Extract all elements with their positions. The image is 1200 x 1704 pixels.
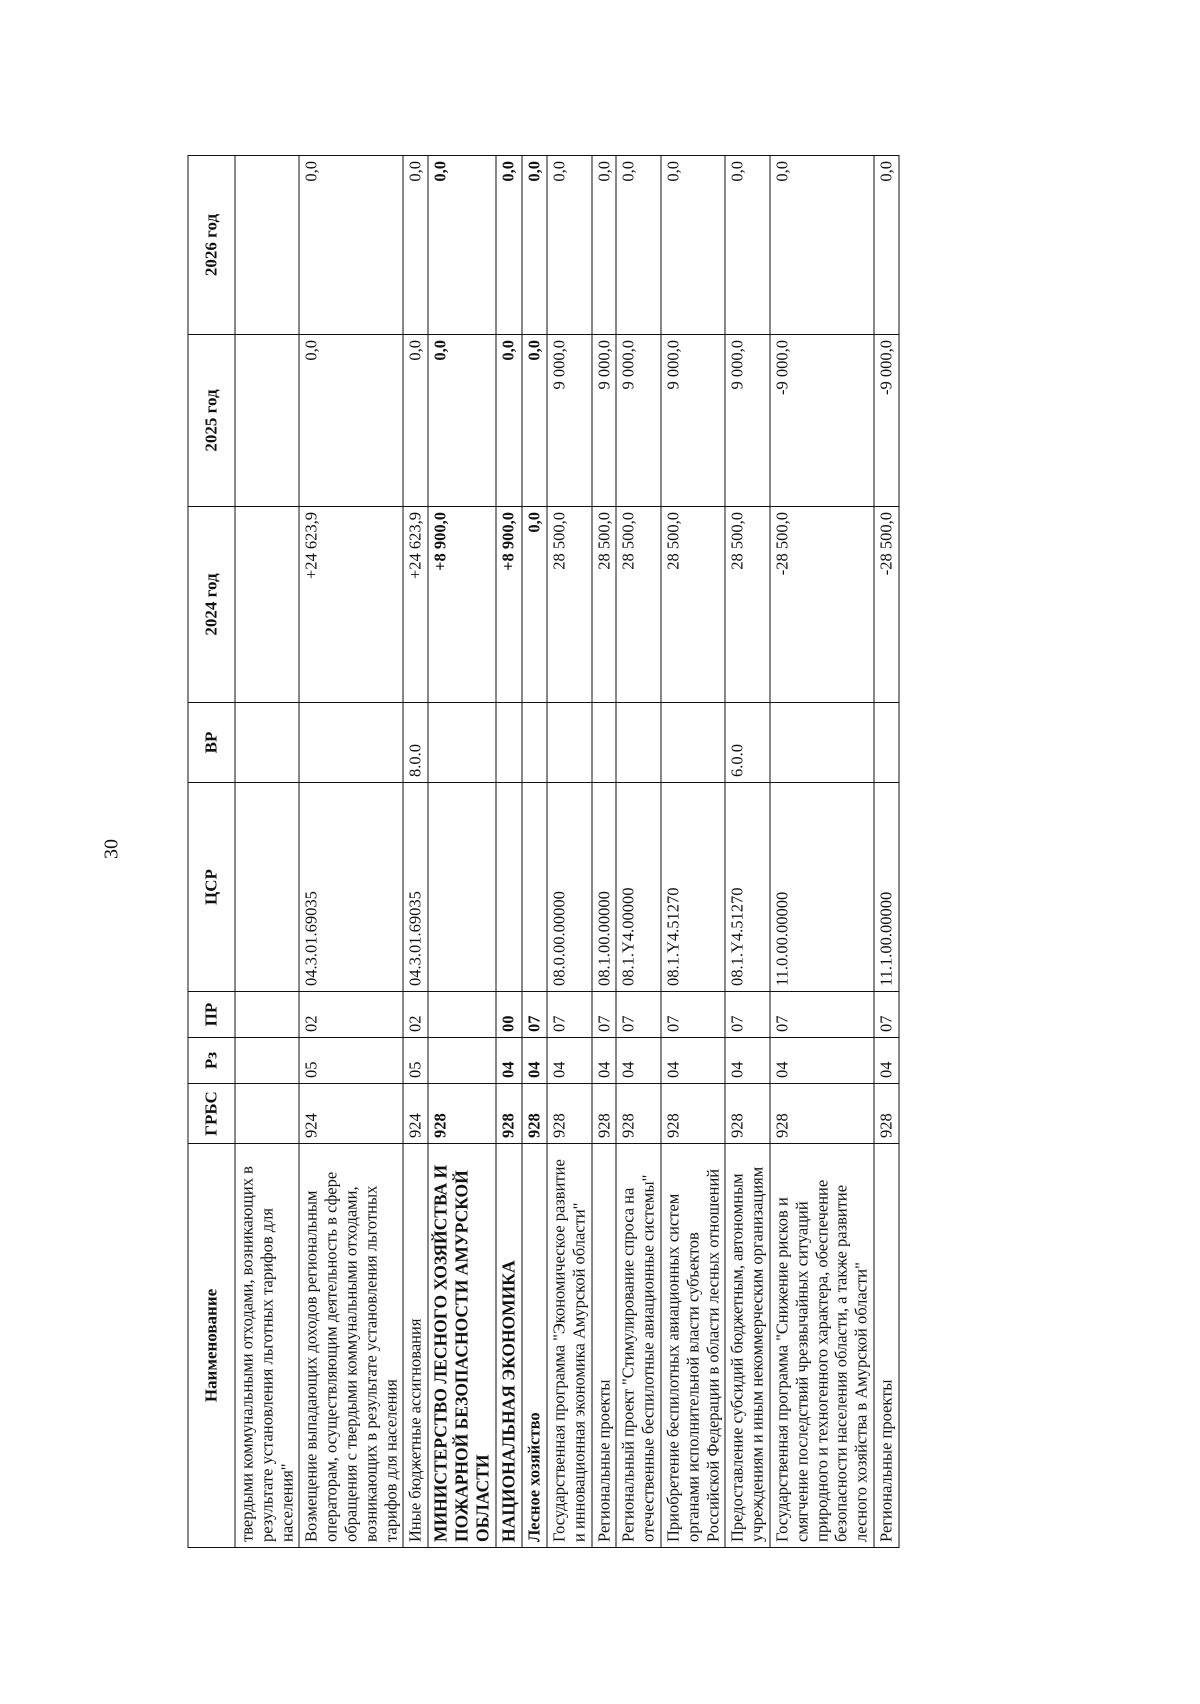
cell-csr: 08.1.00.00000	[592, 783, 617, 992]
header-vr: ВР	[188, 703, 235, 783]
cell-csr: 04.3.01.69035	[299, 783, 403, 992]
table-row	[403, 156, 428, 1548]
table-row	[428, 156, 496, 1548]
cell-name: Иные бюджетные ассигнования	[403, 1144, 428, 1548]
cell-grbs: 928	[547, 1084, 592, 1144]
table-row	[661, 156, 725, 1548]
cell-2026: 0,0	[496, 156, 522, 335]
header-rz: Рз	[188, 1038, 235, 1084]
cell-pr: 07	[522, 992, 547, 1038]
cell-2025: 0,0	[496, 335, 522, 507]
cell-2024: 28 500,0	[592, 507, 617, 703]
table-row	[616, 156, 661, 1548]
cell-2025: 9 000,0	[661, 335, 725, 507]
page-number: 30	[100, 839, 123, 859]
cell-pr: 07	[547, 992, 592, 1038]
cell-vr	[661, 703, 725, 783]
cell-csr	[428, 783, 496, 992]
cell-2024	[235, 507, 299, 703]
table-body	[235, 156, 899, 1548]
cell-csr: 08.0.00.00000	[547, 783, 592, 992]
cell-rz: 04	[770, 1038, 874, 1084]
table-row	[496, 156, 522, 1548]
cell-2024: -28 500,0	[874, 507, 899, 703]
cell-rz: 04	[547, 1038, 592, 1084]
cell-grbs: 928	[522, 1084, 547, 1144]
cell-2024: +8 900,0	[496, 507, 522, 703]
cell-2026: 0,0	[299, 156, 403, 335]
cell-name: Государственная программа "Экономическое развитие и инновационная экономика Амурской области"	[547, 1144, 592, 1548]
cell-pr: 02	[403, 992, 428, 1038]
cell-2024: +24 623,9	[403, 507, 428, 703]
cell-name: МИНИСТЕРСТВО ЛЕСНОГО ХОЗЯЙСТВА И ПОЖАРНОЙ БЕЗОПАСНОСТИ АМУРСКОЙ ОБЛАСТИ	[428, 1144, 496, 1548]
cell-2026: 0,0	[428, 156, 496, 335]
cell-csr: 11.0.00.00000	[770, 783, 874, 992]
header-grbs: ГРБС	[188, 1084, 235, 1144]
cell-vr	[299, 703, 403, 783]
cell-rz: 05	[403, 1038, 428, 1084]
cell-name: Лесное хозяйство	[522, 1144, 547, 1548]
cell-2025: 9 000,0	[547, 335, 592, 507]
cell-rz	[428, 1038, 496, 1084]
cell-grbs: 928	[616, 1084, 661, 1144]
header-2024: 2024 год	[188, 507, 235, 703]
table-row	[547, 156, 592, 1548]
cell-csr: 04.3.01.69035	[403, 783, 428, 992]
cell-2024: 28 500,0	[616, 507, 661, 703]
cell-pr: 00	[496, 992, 522, 1038]
cell-pr: 07	[874, 992, 899, 1038]
cell-rz: 04	[592, 1038, 617, 1084]
cell-2026: 0,0	[592, 156, 617, 335]
cell-vr	[592, 703, 617, 783]
cell-pr: 07	[661, 992, 725, 1038]
table-row	[725, 156, 770, 1548]
table-row	[874, 156, 899, 1548]
cell-pr: 02	[299, 992, 403, 1038]
cell-2026: 0,0	[725, 156, 770, 335]
cell-name: Региональные проекты	[874, 1144, 899, 1548]
table-header-row	[188, 156, 235, 1548]
cell-name: Региональные проекты	[592, 1144, 617, 1548]
cell-pr	[235, 992, 299, 1038]
cell-rz: 05	[299, 1038, 403, 1084]
cell-grbs: 928	[874, 1084, 899, 1144]
cell-2026: 0,0	[522, 156, 547, 335]
cell-2024: +8 900,0	[428, 507, 496, 703]
cell-pr	[428, 992, 496, 1038]
cell-csr: 08.1.Y4.51270	[661, 783, 725, 992]
cell-2024: 0,0	[522, 507, 547, 703]
cell-2025: 0,0	[403, 335, 428, 507]
cell-2026: 0,0	[874, 156, 899, 335]
cell-grbs: 928	[725, 1084, 770, 1144]
cell-name: Предоставление субсидий бюджетным, автономным учреждениям и иным некоммерческим организациям	[725, 1144, 770, 1548]
cell-rz: 04	[496, 1038, 522, 1084]
cell-pr: 07	[725, 992, 770, 1038]
cell-2026: 0,0	[770, 156, 874, 335]
cell-2026: 0,0	[403, 156, 428, 335]
cell-pr: 07	[592, 992, 617, 1038]
cell-2026: 0,0	[616, 156, 661, 335]
cell-2026: 0,0	[661, 156, 725, 335]
cell-2024: 28 500,0	[725, 507, 770, 703]
cell-2025	[235, 335, 299, 507]
cell-csr: 08.1.Y4.51270	[725, 783, 770, 992]
header-2026: 2026 год	[188, 156, 235, 335]
cell-2024: 28 500,0	[661, 507, 725, 703]
cell-csr	[522, 783, 547, 992]
cell-2025: 0,0	[299, 335, 403, 507]
cell-2025: 9 000,0	[592, 335, 617, 507]
cell-name: твердыми коммунальными отходами, возникающих в результате установления льготных тарифов для населения"	[235, 1144, 299, 1548]
cell-csr: 08.1.Y4.00000	[616, 783, 661, 992]
cell-2025: 0,0	[522, 335, 547, 507]
budget-table-container	[188, 156, 1023, 1548]
header-pr: ПР	[188, 992, 235, 1038]
table-row	[592, 156, 617, 1548]
cell-vr	[428, 703, 496, 783]
cell-name: Приобретение беспилотных авиационных систем органами исполнительной власти субъектов Российской Федерации в области лесных отношений	[661, 1144, 725, 1548]
table-row	[235, 156, 299, 1548]
cell-grbs: 928	[661, 1084, 725, 1144]
cell-2024: +24 623,9	[299, 507, 403, 703]
cell-grbs: 924	[403, 1084, 428, 1144]
cell-2026	[235, 156, 299, 335]
cell-2025: 9 000,0	[725, 335, 770, 507]
table-row	[522, 156, 547, 1548]
cell-vr	[496, 703, 522, 783]
cell-vr	[522, 703, 547, 783]
cell-rz: 04	[874, 1038, 899, 1084]
cell-csr	[235, 783, 299, 992]
header-2025: 2025 год	[188, 335, 235, 507]
cell-grbs: 928	[496, 1084, 522, 1144]
cell-rz: 04	[616, 1038, 661, 1084]
cell-grbs	[235, 1084, 299, 1144]
cell-name: Государственная программа "Снижение рисков и смягчение последствий чрезвычайных ситуаций природного и техногенного характера, обеспечение безопасности населения области, а также развитие лесного хозяйства в Амурской области"	[770, 1144, 874, 1548]
cell-csr: 11.1.00.00000	[874, 783, 899, 992]
table-row	[299, 156, 403, 1548]
cell-rz: 04	[661, 1038, 725, 1084]
cell-name: НАЦИОНАЛЬНАЯ ЭКОНОМИКА	[496, 1144, 522, 1548]
cell-grbs: 928	[592, 1084, 617, 1144]
cell-vr	[547, 703, 592, 783]
cell-2024: 28 500,0	[547, 507, 592, 703]
cell-csr	[496, 783, 522, 992]
header-name: Наименование	[188, 1144, 235, 1548]
cell-2025: 0,0	[428, 335, 496, 507]
cell-vr	[770, 703, 874, 783]
budget-table	[188, 155, 900, 1548]
cell-name: Возмещение выпадающих доходов региональным операторам, осуществляющим деятельность в сфере обращения с твердыми коммунальными отходами, возникающих в результате установления льготных тарифов для населения	[299, 1144, 403, 1548]
cell-grbs: 928	[428, 1084, 496, 1144]
cell-grbs: 928	[770, 1084, 874, 1144]
cell-vr: 6.0.0	[725, 703, 770, 783]
cell-rz: 04	[725, 1038, 770, 1084]
header-csr: ЦСР	[188, 783, 235, 992]
cell-2025: 9 000,0	[616, 335, 661, 507]
cell-name: Региональный проект "Стимулирование спроса на отечественные беспилотные авиационные системы"	[616, 1144, 661, 1548]
cell-rz: 04	[522, 1038, 547, 1084]
cell-vr	[616, 703, 661, 783]
cell-vr: 8.0.0	[403, 703, 428, 783]
cell-vr	[235, 703, 299, 783]
cell-grbs: 924	[299, 1084, 403, 1144]
cell-2024: -28 500,0	[770, 507, 874, 703]
cell-pr: 07	[770, 992, 874, 1038]
cell-vr	[874, 703, 899, 783]
cell-2025: -9 000,0	[874, 335, 899, 507]
cell-2025: -9 000,0	[770, 335, 874, 507]
cell-2026: 0,0	[547, 156, 592, 335]
table-row	[770, 156, 874, 1548]
cell-rz	[235, 1038, 299, 1084]
cell-pr: 07	[616, 992, 661, 1038]
